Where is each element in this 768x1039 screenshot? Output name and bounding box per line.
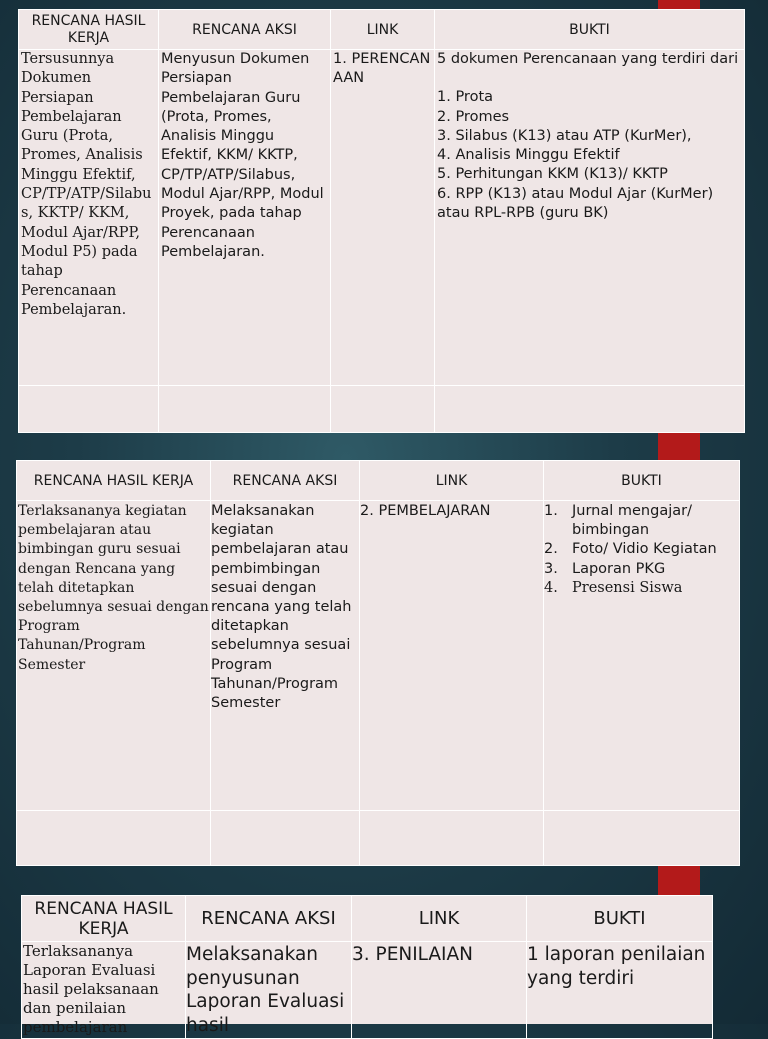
empty-cell [331,386,435,433]
table-perencanaan [18,9,744,433]
header-rencana-aksi: RENCANA AKSI [186,896,352,942]
empty-cell [211,811,360,866]
empty-cell [360,811,544,866]
cell-aksi: Melaksanakan kegiatan pembelajaran atau pembimbingan sesuai dengan rencana yang telah ditetapkan sebelumnya sesuai Program Tahunan/Program Semester [211,501,360,811]
cell-bukti: 1 laporan penilaian yang terdiri [527,942,713,1039]
empty-cell [159,386,331,433]
cell-rhk: Terlaksananya kegiatan pembelajaran atau bimbingan guru sesuai dengan Rencana yang telah ditetapkan sebelumnya sesuai dengan Program Tahunan/Program Semester [17,501,211,811]
cell-link: 3. PENILAIAN [352,942,527,1039]
bukti-list [544,502,739,598]
header-rencana-hasil-kerja: RENCANA HASIL KERJA [17,461,211,501]
table-pembelajaran [16,460,739,866]
bukti-item: 1. Prota [437,89,494,106]
bukti-item: 4. Analisis Minggu Efektif [437,147,620,164]
bukti-item: 6. RPP (K13) atau Modul Ajar (KurMer) atau RPL-RPB (guru BK) [437,185,714,222]
empty-cell [19,386,159,433]
bukti-item: 2. Promes [437,108,510,125]
cell-bukti [544,501,740,811]
accent-bar-3 [658,866,700,896]
empty-cell [17,811,211,866]
list-item: 3. Laporan PKG [544,560,666,577]
header-bukti: BUKTI [544,461,740,501]
list-item: 2. Foto/ Vidio Kegiatan [544,541,717,558]
header-rencana-aksi: RENCANA AKSI [211,461,360,501]
empty-cell [435,386,745,433]
header-rencana-hasil-kerja: RENCANA HASIL KERJA [22,896,186,942]
header-rencana-hasil-kerja: RENCANA HASIL KERJA [19,10,159,50]
accent-bar-2 [658,432,700,462]
bukti-intro: 5 dokumen Perencanaan yang terdiri dari [437,51,739,67]
cell-link: 2. PEMBELAJARAN [360,501,544,811]
cell-aksi: Menyusun Dokumen Persiapan Pembelajaran Guru (Prota, Promes, Analisis Minggu Efektif, KKM/ KKTP, CP/TP/ATP/Silabus, Modul Ajar/RPP, Modul Proyek, pada tahap Perencanaan Pembelajaran. [159,50,331,386]
header-link: LINK [331,10,435,50]
header-link: LINK [352,896,527,942]
list-item: 4. Presensi Siswa [544,579,683,596]
bukti-item: 3. Silabus (K13) atau ATP (KurMer), [437,127,692,144]
header-rencana-aksi: RENCANA AKSI [159,10,331,50]
cell-bukti [435,50,745,386]
cell-link: 1. PERENCANAAN [331,50,435,386]
header-bukti: BUKTI [527,896,713,942]
empty-cell [544,811,740,866]
header-bukti: BUKTI [435,10,745,50]
list-item: 1. Jurnal mengajar/ bimbingan [544,503,692,539]
cell-aksi: Melaksanakan penyusunan Laporan Evaluasi hasil [186,942,352,1039]
cell-rhk: Terlaksananya Laporan Evaluasi hasil pelaksanaan dan penilaian pembelajaran [22,942,186,1039]
header-link: LINK [360,461,544,501]
bukti-item: 5. Perhitungan KKM (K13)/ KKTP [437,166,668,183]
table-penilaian [21,895,712,1036]
cell-rhk: Tersusunnya Dokumen Persiapan Pembelajaran Guru (Prota, Promes, Analisis Minggu Efektif, CP/TP/ATP/Silabus, KKTP/ KKM, Modul Ajar/RPP, Modul P5) pada tahap Perencanaan Pembelajaran. [19,50,159,386]
